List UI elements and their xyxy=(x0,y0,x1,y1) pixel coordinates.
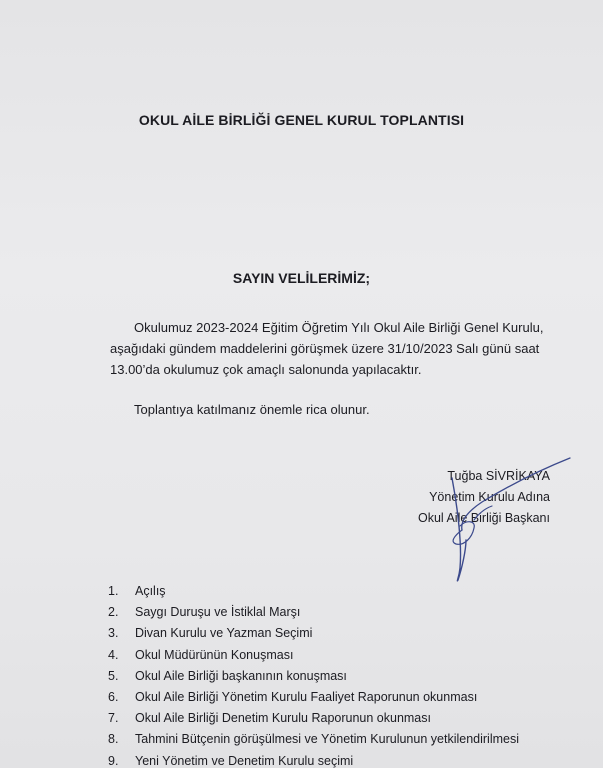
agenda-item: 5. Okul Aile Birliği başkanının konuşması xyxy=(108,668,347,683)
closing-sentence: Toplantıya katılmanız önemle rica olunur. xyxy=(134,402,370,417)
agenda-item: 2. Saygı Duruşu ve İstiklal Marşı xyxy=(108,605,301,620)
agenda-item: 8. Tahmini Bütçenin görüşülmesi ve Yönetim Kurulunun yetkilendirilmesi xyxy=(108,732,519,747)
agenda-item: 3. Divan Kurulu ve Yazman Seçimi xyxy=(108,626,313,641)
body-paragraph xyxy=(110,317,550,380)
body-line: Okulumuz 2023-2024 Eğitim Öğretim Yılı Okul Aile Birliği Genel Kurulu, xyxy=(134,320,544,335)
agenda-item: 6. Okul Aile Birliği Yönetim Kurulu Faaliyet Raporunun okunması xyxy=(108,689,478,704)
agenda-list xyxy=(108,581,519,768)
agenda-item: 7. Okul Aile Birliği Denetim Kurulu Raporunun okunması xyxy=(108,711,431,726)
salutation: SAYIN VELİLERİMİZ; xyxy=(232,270,371,286)
signature-block xyxy=(390,466,550,529)
agenda-item: 4. Okul Müdürünün Konuşması xyxy=(108,647,294,662)
body-line: aşağıdaki gündem maddelerini görüşmek üzere 31/10/2023 Salı günü saat xyxy=(110,341,540,356)
signatory-name: Tuğba SİVRİKAYA xyxy=(447,469,550,483)
signatory-role: Yönetim Kurulu Adına xyxy=(429,490,550,504)
agenda-item: 1. Açılış xyxy=(108,584,166,598)
document-title: OKUL AİLE BİRLİĞİ GENEL KURUL TOPLANTISI xyxy=(138,112,465,128)
signatory-title: Okul Aile Birliği Başkanı xyxy=(417,511,550,525)
body-line: 13.00’da okulumuz çok amaçlı salonunda yapılacaktır. xyxy=(110,362,422,377)
agenda-item: 9. Yeni Yönetim ve Denetim Kurulu seçimi xyxy=(108,753,354,768)
